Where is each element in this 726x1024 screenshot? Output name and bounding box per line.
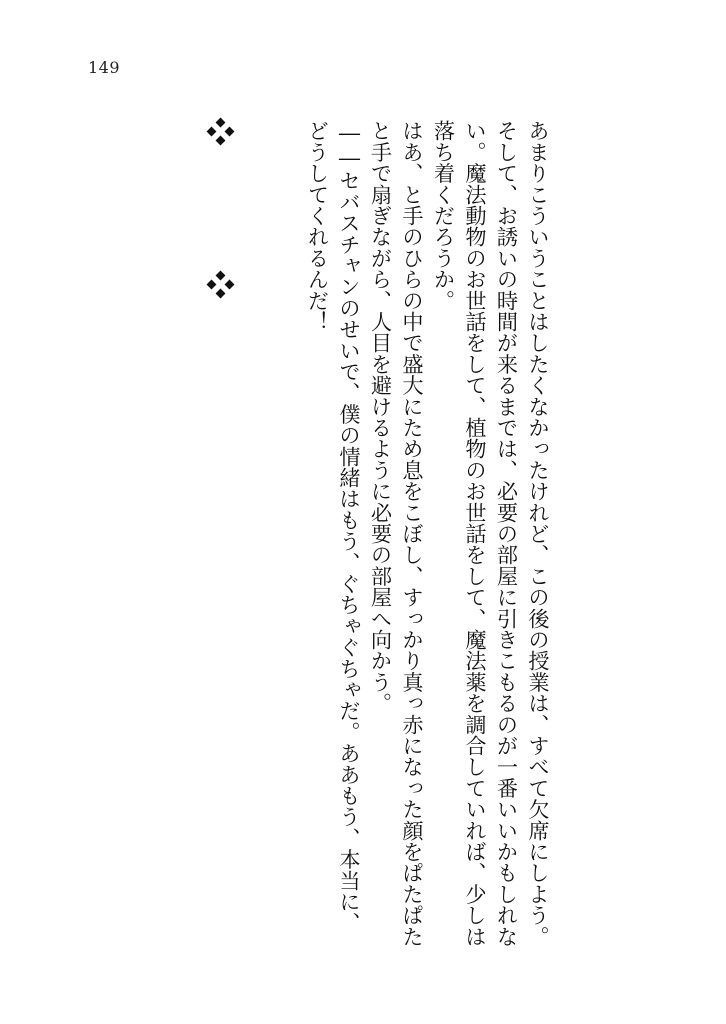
page-number: 149 (88, 58, 121, 77)
paragraph-1: あまりこういうことはしたくなかったけれど、この後の授業は、すべて欠席にしよう。そして、お誘いの時間が来るまでは、必要の部屋に引きこもるのが一番いいかもしれない。魔法動物のお世話をして、植物のお世話をして、魔法薬を調合していれば、少しは落ち着くだろうか。 (431, 120, 551, 947)
body-text (302, 120, 554, 950)
section-break-ornament-icon (205, 117, 237, 149)
paragraph-2: はあ、と手のひらの中で盛大にため息をこぼし、すっかり真っ赤になった顔をぱたぱたと手で扇ぎながら、人目を避けるように必要の部屋へ向かう。 (368, 120, 425, 947)
section-break-ornament-icon (205, 270, 237, 302)
paragraph-3: ――セバスチャンのせいで、僕の情緒はもう、ぐちゃぐちゃだ。ああもう、本当に、どうしてくれるんだ！ (305, 120, 362, 934)
